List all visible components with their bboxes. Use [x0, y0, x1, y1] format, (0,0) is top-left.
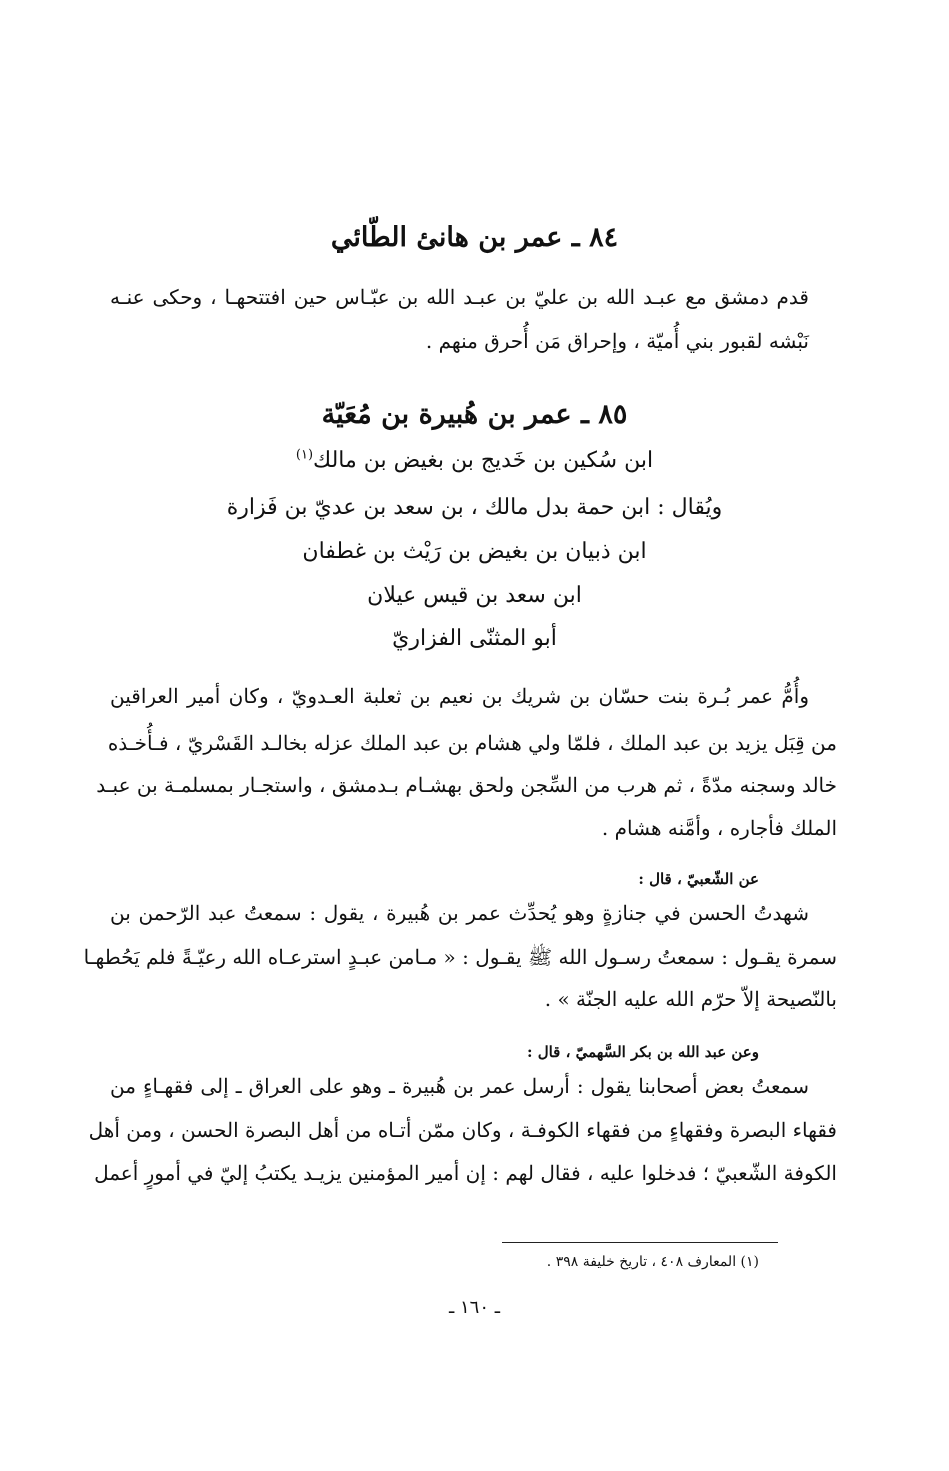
narration-2-line-1: سمعتُ بعض أصحابنا يقول : أرسل عمر بن هُبيرة ـ وهو على العراق ـ إلى فقهـاءٍ من [110, 1074, 809, 1098]
section-85-heading: ٨٥ ـ عمر بن هُبيرة بن مُعَيّة [321, 399, 628, 430]
narration-1-line-2: سمرة يقـول : سمعتُ رسـول الله ﷺ يقـول : « مـامن عبـدٍ استرعـاه الله رعيّـةً فلم يَحُطهـا [83, 945, 837, 969]
lineage-line-2: ويُقال : ابن حمة بدل مالك ، بن سعد بن عديّ بن فَزارة [226, 495, 723, 520]
paragraph-1-line-4: الملك فأجاره ، وأمَّنه هشام . [601, 816, 837, 840]
footnote: (١) المعارف ٤٠٨ ، تاريخ خليفة ٣٩٨ . [546, 1254, 759, 1270]
narration-1-head: عن الشّعبيّ ، قال : [638, 870, 759, 888]
page-number: ـ ١٦٠ ـ [448, 1297, 500, 1318]
lineage-line-1 [0, 444, 949, 478]
paragraph-1-line-1: وأُمُّ عمر بُـرة بنت حسّان بن شريك بن نعيم بن ثعلبة العـدويّ ، وكان أمير العراقين [110, 684, 809, 708]
narration-2-head: وعن عبد الله بن بكر السَّهميّ ، قال : [526, 1043, 759, 1061]
narration-2-line-2: فقهاء البصرة وفقهاءٍ من فقهاء الكوفـة ، وكان ممّن أتـاه من أهل البصرة الحسن ، ومن أهل [88, 1118, 837, 1142]
section-84-heading: ٨٤ ـ عمر بن هانئ الطّائي [330, 222, 619, 253]
paragraph-1-line-3: خالد وسجنه مدّةً ، ثم هرب من السِّجن ولحق بهشـام بـدمشق ، واستجـار بمسلمـة بن عبـد [96, 773, 837, 797]
section-84-line-1: قدم دمشق مع عبـد الله بن عليّ بن عبـد الله بن عبّـاس حين افتتحهـا ، وحكى عنـه [110, 285, 809, 309]
narration-1-line-3: بالنّصيحة إلاّ حرّم الله عليه الجنّة » . [544, 987, 837, 1011]
paragraph-1-line-2: من قِبَل يزيد بن عبد الملك ، فلمّا ولي هشام بن عبد الملك عزله بخالـد القَسْريّ ، فـأُخـذه [107, 731, 837, 755]
lineage-line-4: ابن سعد بن قيس عيلان [367, 583, 582, 608]
footnote-divider [502, 1242, 778, 1243]
section-84-line-2: نَبْشه لقبور بني أُميّة ، وإحراق مَن أُحرق منهم . [425, 329, 809, 353]
kunya-line: أبو المثنّى الفزاريّ [392, 626, 557, 651]
narration-2-line-3: الكوفة الشّعبيّ ؛ فدخلوا عليه ، فقال لهم : إن أمير المؤمنين يزيـد يكتبُ إليّ في أمورٍ أعمل [94, 1161, 837, 1185]
footnote-marker: (١) [295, 447, 314, 463]
narration-1-line-1: شهدتُ الحسن في جنازةٍ وهو يُحدِّث عمر بن هُبيرة ، يقول : سمعتُ عبد الرّحمن بن [110, 901, 809, 925]
lineage-text-1: ابن سُكين بن خَديج بن بغيض بن مالك [313, 448, 654, 473]
lineage-line-3: ابن ذبيان بن بغيض بن رَيْث بن غطفان [302, 539, 647, 564]
